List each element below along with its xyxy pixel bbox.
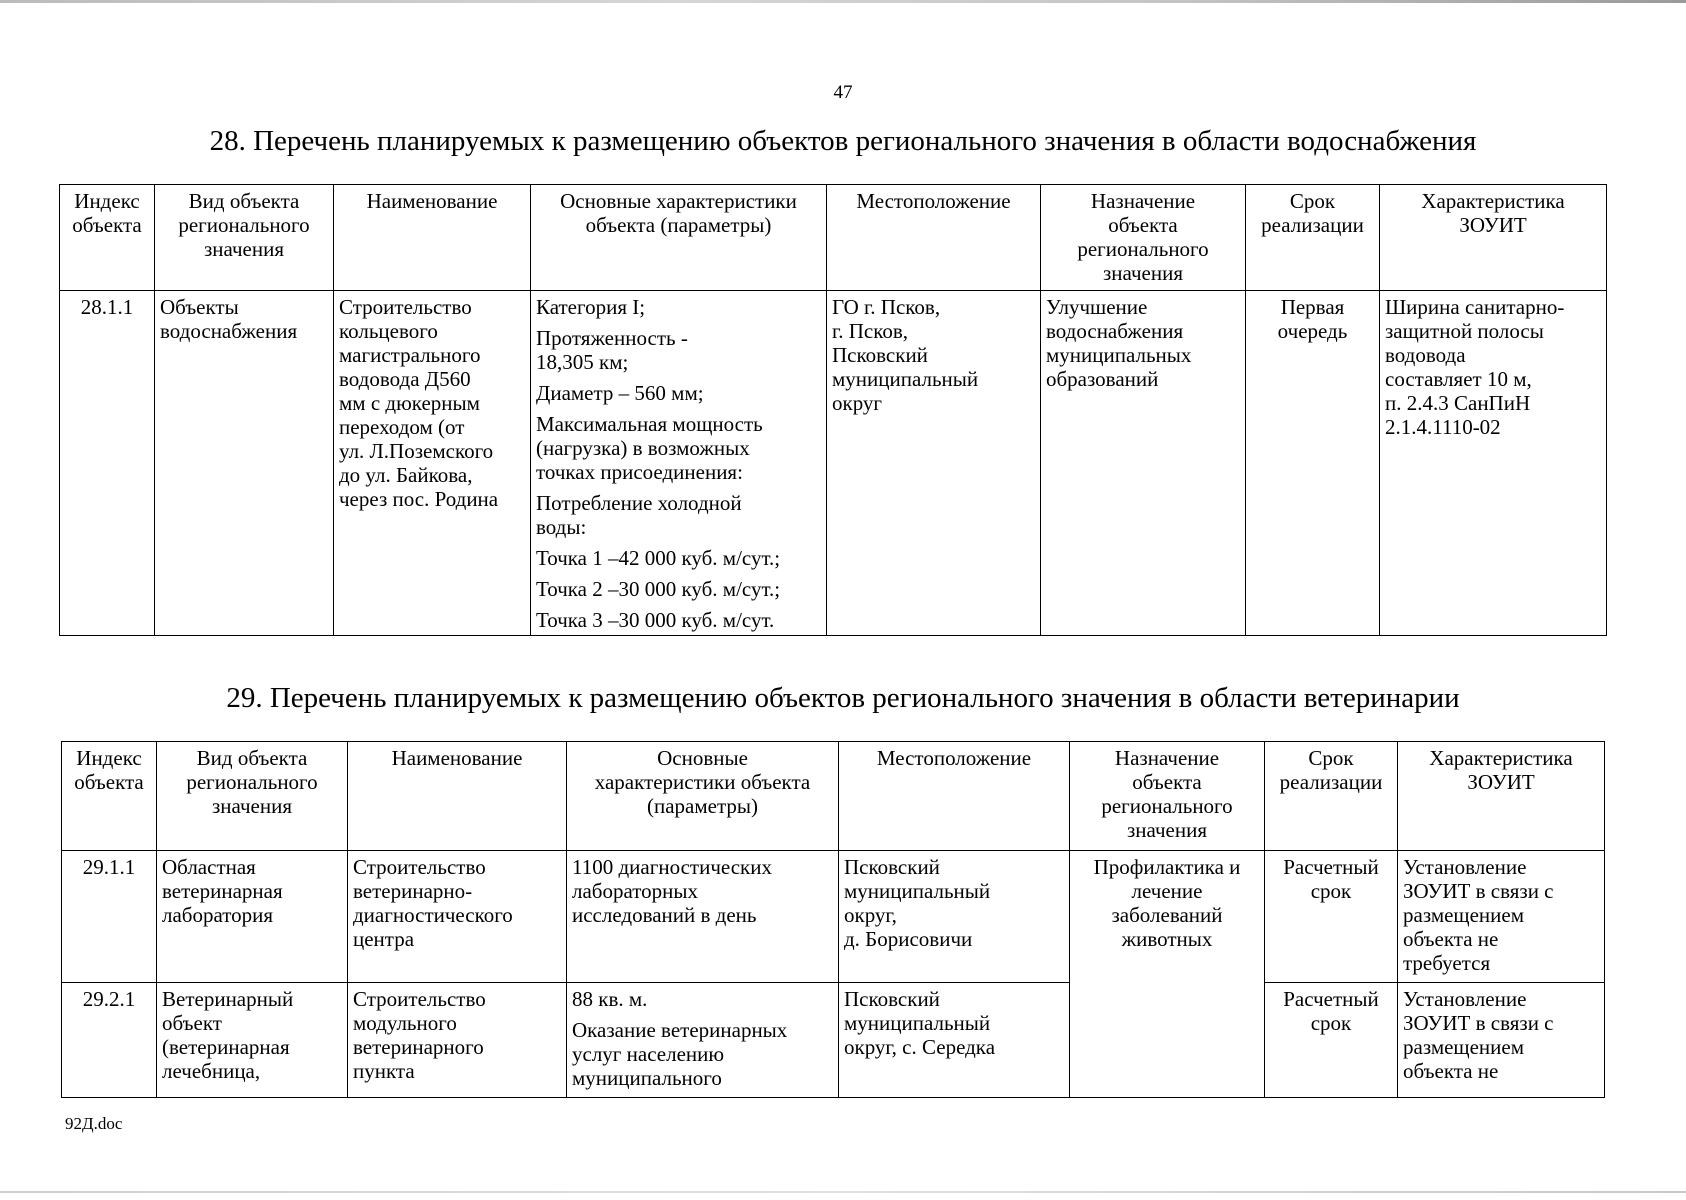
text-line: 1100 диагностических [572,855,772,879]
text-line: Вид объекта [196,746,308,770]
water-supply-table [59,184,1607,636]
text-line: муниципального [572,1066,722,1090]
text-line: Индекс [76,746,142,770]
text-line: составляет 10 м, [1385,367,1532,391]
text-line: ветеринарно- [353,879,473,903]
text-line: Улучшение [1046,295,1148,319]
text-line: (параметры) [646,794,759,818]
text-line: объекта [72,213,142,237]
text-line: регионального [186,770,318,794]
text-line: Псковский [832,343,928,367]
cell-kind [155,291,334,636]
text-line: значения [211,794,293,818]
cell-name [348,851,567,983]
section-28-title: 28. Перечень планируемых к размещению объектов регионального значения в области водоснабжения [209,125,1477,157]
text-line: модульного [353,1011,457,1035]
text-line: услуг населению [572,1042,725,1066]
text-line: Максимальная мощность [536,412,763,436]
text-line: размещением [1403,903,1525,927]
text-line: объекта не [1403,1059,1499,1083]
header-location [827,185,1041,291]
cell-term [1265,851,1398,983]
text-line: 88 кв. м. [572,987,648,1011]
text-line: Наименование [366,189,498,213]
text-line: (нагрузка) в возможных [536,436,750,460]
text-line: через пос. Родина [339,487,499,511]
text-line: Расчетный [1283,855,1379,879]
text-line: лечебница, [162,1059,261,1083]
text-line: до ул. Байкова, [339,463,473,487]
text-line: характеристики объекта [594,770,811,794]
text-line: мм с дюкерным [339,391,480,415]
text-line: Индекс [74,189,140,213]
text-line: Протяженность - [536,326,688,350]
header-purpose [1041,185,1246,291]
text-line: Точка 1 –42 000 куб. м/сут.; [536,546,781,570]
text-line: срок [1310,879,1352,903]
header-params [567,742,839,851]
text-line: Местоположение [876,746,1032,770]
text-line: Срок [1308,746,1354,770]
cell-index: 29.1.1 [62,851,157,983]
text-line: водовода Д560 [339,367,471,391]
text-line: защитной полосы [1385,319,1544,343]
table-row [62,983,1605,1098]
text-line: Назначение [1090,189,1196,213]
text-line: Потребление холодной [536,491,742,515]
table-row [60,291,1607,636]
cell-zouit [1398,851,1605,983]
table-header-row [60,185,1607,291]
cell-kind [157,983,348,1098]
text-line: Установление [1403,987,1527,1011]
text-line: исследований в день [572,903,757,927]
text-line: Областная [162,855,256,879]
header-params [531,185,827,291]
header-zouit [1398,742,1605,851]
text-line: значения [203,237,285,261]
cell-term [1265,983,1398,1098]
text-line: округ [832,391,883,415]
table-row [62,851,1605,983]
text-line: Ширина санитарно- [1385,295,1565,319]
header-index [62,742,157,851]
text-line: (ветеринарная [162,1035,290,1059]
text-line: Оказание ветеринарных [572,1018,788,1042]
cell-purpose [1041,291,1246,636]
cell-location [839,851,1070,983]
text-line: Первая [1280,295,1345,319]
text-line: переходом (от [339,415,465,439]
text-line: Характеристика [1421,189,1565,213]
text-line: лаборатория [162,903,274,927]
cell-params [567,851,839,983]
text-line: регионального [1101,794,1233,818]
text-line: ЗОУИТ [1459,213,1527,237]
text-line: 2.1.4.1110-02 [1385,415,1501,439]
text-line: значения [1102,261,1184,285]
text-line: ул. Л.Поземского [339,439,494,463]
text-line: Псковский [844,855,940,879]
cell-kind [157,851,348,983]
text-line: Точка 2 –30 000 куб. м/сут.; [536,577,781,601]
text-line: Строительство [353,855,486,879]
text-line: муниципальных [1046,343,1192,367]
text-line: срок [1310,1011,1352,1035]
cell-purpose [1070,851,1265,1098]
text-line: магистрального [339,343,481,367]
text-line: требуется [1403,951,1491,975]
text-line: 18,305 км; [536,350,629,374]
header-zouit [1380,185,1607,291]
text-line: г. Псков, [832,319,909,343]
text-line: водовода [1385,343,1466,367]
text-line: значения [1126,818,1208,842]
text-line: Назначение [1114,746,1220,770]
text-line: Установление [1403,855,1527,879]
text-line: Срок [1289,189,1336,213]
text-line: Точка 3 –30 000 куб. м/сут. [536,608,775,632]
header-term [1246,185,1380,291]
text-line: ГО г. Псков, [832,295,941,319]
text-line: ветеринарного [353,1035,484,1059]
text-line: очередь [1277,319,1348,343]
text-line: Характеристика [1429,746,1573,770]
cell-zouit [1398,983,1605,1098]
table-header-row [62,742,1605,851]
text-line: пункта [353,1059,415,1083]
text-line: Объекты [160,295,239,319]
text-line: водоснабжения [160,319,298,343]
text-line: муниципальный [832,367,979,391]
text-line: д. Борисовичи [844,927,973,951]
header-term [1265,742,1398,851]
text-line: округ, [844,903,897,927]
text-line: объекта [1132,770,1202,794]
text-line: объекта [74,770,144,794]
veterinary-table [61,741,1605,1098]
cell-location [827,291,1041,636]
cell-zouit [1380,291,1607,636]
text-line: регионального [178,213,310,237]
header-purpose [1070,742,1265,851]
scan-edge-top [0,0,1686,3]
cell-term [1246,291,1380,636]
text-line: ветеринарная [162,879,283,903]
text-line: объекта не [1403,927,1499,951]
text-line: ЗОУИТ в связи с [1403,1011,1554,1035]
cell-name [334,291,531,636]
text-line: центра [353,927,415,951]
header-location [839,742,1070,851]
text-line: объекта [1108,213,1178,237]
footer-filename: 92Д.doc [65,1114,123,1133]
text-line: животных [1121,927,1213,951]
cell-index: 28.1.1 [60,291,155,636]
text-line: Ветеринарный [162,987,294,1011]
text-line: размещением [1403,1035,1525,1059]
text-line: Наименование [391,746,523,770]
text-line: Вид объекта [188,189,300,213]
text-line: Расчетный [1283,987,1379,1011]
text-line: округ, с. Середка [844,1035,996,1059]
text-line: реализации [1279,770,1383,794]
text-line: объект [162,1011,222,1035]
text-line: Категория I; [536,295,646,319]
text-line: Диаметр – 560 мм; [536,381,704,405]
text-line: кольцевого [339,319,438,343]
header-name [348,742,567,851]
cell-name [348,983,567,1098]
text-line: водоснабжения [1046,319,1184,343]
text-line: точках присоединения: [536,460,743,484]
text-line: Основные [657,746,748,770]
text-line: лабораторных [572,879,699,903]
header-index [60,185,155,291]
cell-location [839,983,1070,1098]
text-line: заболеваний [1111,903,1223,927]
text-line: Строительство [339,295,472,319]
cell-params [567,983,839,1098]
text-line: лечение [1131,879,1203,903]
text-line: Строительство [353,987,486,1011]
text-line: муниципальный [844,1011,991,1035]
text-line: Местоположение [856,189,1011,213]
header-name [334,185,531,291]
cell-index: 29.2.1 [62,983,157,1098]
cell-params [531,291,827,636]
text-line: Основные характеристики [560,189,797,213]
text-line: п. 2.4.3 СанПиН [1385,391,1531,415]
page-number: 47 [833,82,853,103]
text-line: диагностического [353,903,513,927]
text-line: регионального [1077,237,1209,261]
text-line: воды: [536,515,587,539]
text-line: объекта (параметры) [585,213,772,237]
text-line: муниципальный [844,879,991,903]
text-line: реализации [1261,213,1364,237]
scan-edge-bottom [0,1191,1686,1193]
text-line: ЗОУИТ в связи с [1403,879,1554,903]
text-line: Псковский [844,987,940,1011]
text-line: образований [1046,367,1159,391]
header-kind [157,742,348,851]
section-29-title: 29. Перечень планируемых к размещению объектов регионального значения в области ветеринарии [226,682,1460,714]
text-line: Профилактика и [1093,855,1241,879]
text-line: ЗОУИТ [1467,770,1535,794]
header-kind [155,185,334,291]
